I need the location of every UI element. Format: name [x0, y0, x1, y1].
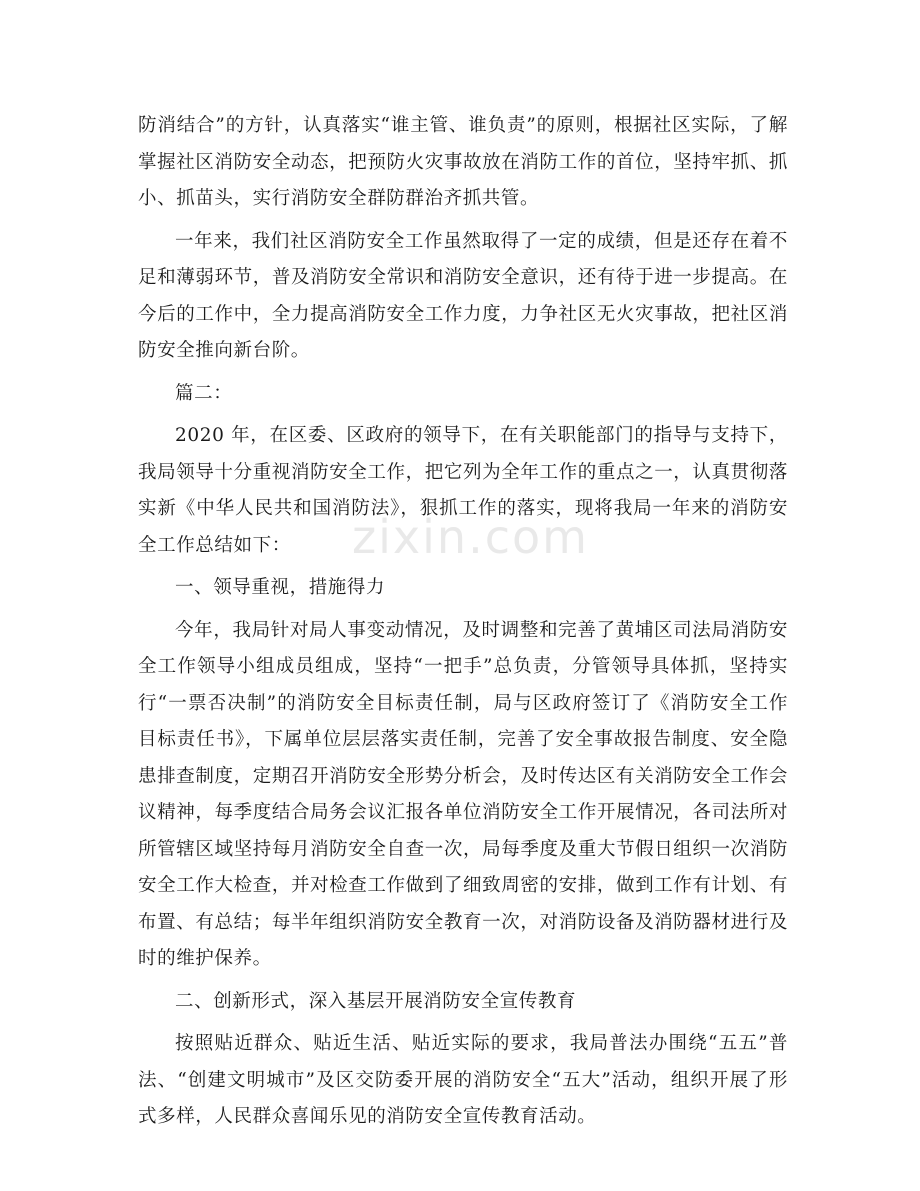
section-label: 篇二： — [175, 382, 233, 404]
section-heading-1: 一、领导重视，措施得力 — [175, 577, 386, 598]
watermark: zixin.com — [352, 510, 589, 564]
paragraph-body-2: 按照贴近群众、贴近生活、贴近实际的要求，我局普法办围绕“五五”普法、“创建文明城市”及区交防委开展的消防安全“五大”活动，组织开展了形式多样，人民群众喜闻乐见的消防安全宣传教育活动。 — [138, 1033, 788, 1127]
paragraph-continuation: 防消结合”的方针，认真落实“谁主管、谁负责”的原则，根据社区实际，了解掌握社区消防安全动态，把预防火灾事故放在消防工作的首位，坚持牢抓、抓小、抓苗头，实行消防安全群防群治齐抓共管。 — [138, 115, 788, 209]
paragraph-summary: 一年来，我们社区消防安全工作虽然取得了一定的成绩，但是还存在着不足和薄弱环节，普及消防安全常识和消防安全意识，还有待于进一步提高。在今后的工作中，全力提高消防安全工作力度，力争社区无火灾事故，把社区消防安全推向新台阶。 — [138, 230, 788, 361]
document-body — [138, 108, 788, 1142]
section-heading-2: 二、创新形式，深入基层开展消防安全宣传教育 — [175, 990, 577, 1012]
paragraph-intro: 2020 年，在区委、区政府的领导下，在有关职能部门的指导与支持下，我局领导十分重视消防安全工作，把它列为全年工作的重点之一，认真贯彻落实新《中华人民共和国消防法》，狠抓工作的落实，现将我局一年来的消防安全工作总结如下： — [138, 425, 788, 556]
paragraph-body-1: 今年，我局针对局人事变动情况，及时调整和完善了黄埔区司法局消防安全工作领导小组成员组成，坚持“一把手”总负责，分管领导具体抓，坚持实行“一票否决制”的消防安全目标责任制，局与区政府签订了《消防安全工作目标责任书》，下属单位层层落实责任制，完善了安全事故报告制度、安全隐患排查制度，定期召开消防安全形势分析会，及时传达区有关消防安全工作会议精神，每季度结合局务会议汇报各单位消防安全工作开展情况，各司法所对所管辖区域坚持每月消防安全自查一次，局每季度及重大节假日组织一次消防安全工作大检查，并对检查工作做到了细致周密的安排，做到工作有计划、有布置、有总结；每半年组织消防安全教育一次，对消防设备及消防器材进行及时的维护保养。 — [138, 619, 788, 969]
